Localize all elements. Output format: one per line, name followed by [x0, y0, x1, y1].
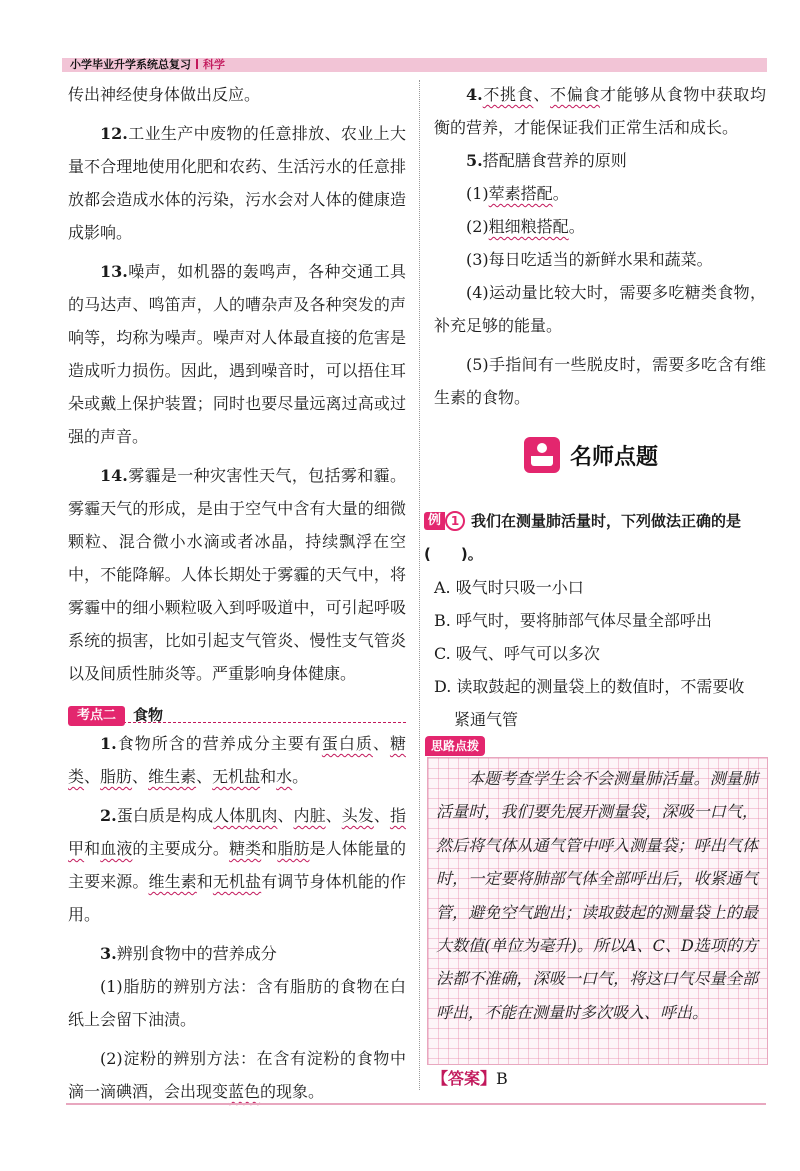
header-separator: [196, 59, 198, 69]
item-number: 12.: [100, 124, 128, 143]
question-stem-line: [424, 505, 769, 571]
item-text: 雾霾是一种灾害性天气，包括雾和霾。雾霾天气的形成，是由于空气中含有大量的细微颗粒、混合微小水滴或者冰晶，持续飘浮在空中，不能降解。人体长期处于雾霾的天气中，将雾霾中的细小颗粒吸入到呼吸道中，可引起呼吸系统的损害，比如引起支气管炎、慢性支气管炎以及间质性肺炎等。严重影响身体健康。: [68, 466, 406, 683]
food-item-5-2: [434, 210, 766, 243]
bottom-rule: [66, 1103, 766, 1105]
key-term: 指甲: [68, 806, 406, 858]
key-term: 蓝色: [228, 1082, 261, 1101]
key-term: 头发: [341, 806, 374, 825]
key-term: 无机盐: [212, 872, 262, 891]
text: 和: [261, 839, 278, 858]
text: 才能够从食物中获取均衡的营养，才能保证我们正常生活和成长。: [434, 85, 766, 137]
text: 和: [196, 872, 213, 891]
food-item-2: [68, 799, 406, 931]
text: 、: [132, 767, 149, 786]
food-item-5-1: [434, 177, 766, 210]
item-text: 噪声，如机器的轰鸣声，各种交通工具的马达声、鸣笛声，人的嘈杂声及各种突发的声响等，均称为噪声。噪声对人体最直接的危害是造成听力损伤。因此，遇到噪音时，可以捂住耳朵或戴上保护装置；同时也要尽量远离过高或过强的声音。: [68, 262, 406, 446]
text: (2)淀粉的辨别方法：在含有淀粉的食物中滴一滴碘酒，会出现变: [68, 1049, 406, 1101]
food-item-4: [434, 78, 766, 144]
text: 是人体能量的主要来源。: [68, 839, 406, 891]
text: 的现象。: [260, 1082, 325, 1101]
text: 搭配膳食营养的原则: [482, 151, 627, 170]
item-number: 4.: [466, 85, 483, 104]
key-term: 糖类: [229, 839, 262, 858]
item-text: 工业生产中废物的任意排放、农业上大量不合理地使用化肥和农药、生活污水的任意排放都会造成水体的污染，污水会对人体的健康造成影响。: [68, 124, 406, 242]
text: (2): [466, 217, 489, 236]
text: 、: [196, 767, 213, 786]
option-c: C. 吸气、呼气可以多次: [434, 644, 600, 663]
left-column: [68, 78, 406, 1108]
option-a: A. 吸气时只吸一小口: [434, 578, 584, 597]
paragraph-continued: 传出神经使身体做出反应。: [68, 85, 261, 104]
item-number: 5.: [466, 151, 483, 170]
text: 、: [325, 806, 342, 825]
text: 辨别食物中的营养成分: [116, 944, 277, 963]
key-term: 粗细粮搭配: [488, 217, 569, 236]
item-number: 14.: [100, 466, 128, 485]
text: 。: [568, 217, 585, 236]
example-badge: 例: [424, 512, 445, 530]
key-term: 脂肪: [100, 767, 133, 786]
item-number: 13.: [100, 262, 128, 281]
answer-value: B: [496, 1069, 508, 1088]
key-term: 不挑食: [482, 85, 534, 104]
option-b: B. 呼气时，要将肺部气体尽量全部呼出: [434, 611, 712, 630]
key-term: 不偏食: [550, 85, 601, 104]
topic-heading: [68, 698, 406, 723]
right-column: [434, 78, 766, 414]
item-12: [68, 117, 406, 249]
key-term: 维生素: [148, 767, 197, 786]
key-term: 荤素搭配: [488, 184, 553, 203]
key-term: 糖类: [68, 734, 406, 786]
question-stem: 我们在测量肺活量时，下列做法正确的是( )。: [424, 512, 742, 563]
text: 有调节身体机能的作用。: [68, 872, 406, 924]
text: (1): [466, 184, 489, 203]
answer-label: 【答案】: [432, 1069, 497, 1088]
text: 、: [277, 806, 294, 825]
key-term: 脂肪: [277, 839, 310, 858]
food-item-3-1: (1)脂肪的辨别方法：含有脂肪的食物在白纸上会留下油渍。: [68, 977, 406, 1029]
tip-text: 本题考查学生会不会测量肺活量。测量肺活量时，我们要先展开测量袋，深吸一口气，然后将气体从通气管中呼入测量袋；呼出气体时，一定要将肺部气体全部呼出后，收紧通气管，避免空气跑出；读取鼓起的测量袋上的最大数值(单位为毫升)。所以A、C、D选项的方法都不准确，深吸一口气，将这口气尽量全部呼出，不能在测量时多次吸入、呼出。: [436, 769, 758, 1022]
book-title: 小学毕业升学系统总复习: [70, 58, 191, 71]
food-item-3: [68, 937, 406, 970]
item-number: 1.: [100, 734, 117, 753]
text: 、: [533, 85, 551, 104]
answer-line: [432, 1067, 508, 1091]
topic-title: 食物: [133, 706, 164, 724]
item-14: [68, 459, 406, 690]
food-item-5-3: (3)每日吃适当的新鲜水果和蔬菜。: [466, 250, 713, 269]
text: 食物所含的营养成分主要有: [116, 734, 322, 753]
text: 。: [552, 184, 569, 203]
tip-text-block: [436, 762, 758, 1029]
key-term: 内脏: [293, 806, 326, 825]
text: 、: [84, 767, 101, 786]
text: 和: [260, 767, 277, 786]
item-number: 2.: [100, 806, 117, 825]
option-d: D. 读取鼓起的测量袋上的数值时，不需要收: [434, 677, 745, 696]
section-title: [524, 437, 658, 473]
food-item-1: [68, 727, 406, 793]
tip-tag: 思路点拨: [425, 736, 485, 756]
section-title-text: 名师点题: [570, 444, 659, 470]
column-divider: [419, 80, 420, 1090]
text: 和: [84, 839, 101, 858]
text: 、: [373, 806, 390, 825]
text: 、: [372, 734, 390, 753]
text: 。: [292, 767, 309, 786]
item-number: 3.: [100, 944, 117, 963]
key-term: 人体肌肉: [213, 806, 278, 825]
option-d-continued: 紧通气管: [454, 710, 519, 729]
food-item-5: [434, 144, 766, 177]
key-term: 血液: [100, 839, 133, 858]
example-number-badge: 1: [445, 511, 465, 531]
key-term: 无机盐: [212, 767, 261, 786]
key-term: 水: [276, 767, 293, 786]
text: 蛋白质是构成: [116, 806, 214, 825]
food-item-3-2: [68, 1042, 406, 1108]
food-item-5-5: (5)手指间有一些脱皮时，需要多吃含有维生素的食物。: [434, 355, 766, 407]
key-term: 蛋白质: [321, 734, 373, 753]
food-item-5-4: (4)运动量比较大时，需要多吃糖类食物，补充足够的能量。: [434, 283, 766, 335]
running-header: [70, 58, 225, 72]
topic-tag: 考点二: [68, 706, 125, 726]
text: 的主要成分。: [132, 839, 229, 858]
item-13: [68, 255, 406, 453]
teacher-icon: [524, 437, 560, 473]
example-question: [424, 505, 769, 736]
subject-label: 科学: [203, 58, 225, 71]
key-term: 维生素: [148, 872, 197, 891]
